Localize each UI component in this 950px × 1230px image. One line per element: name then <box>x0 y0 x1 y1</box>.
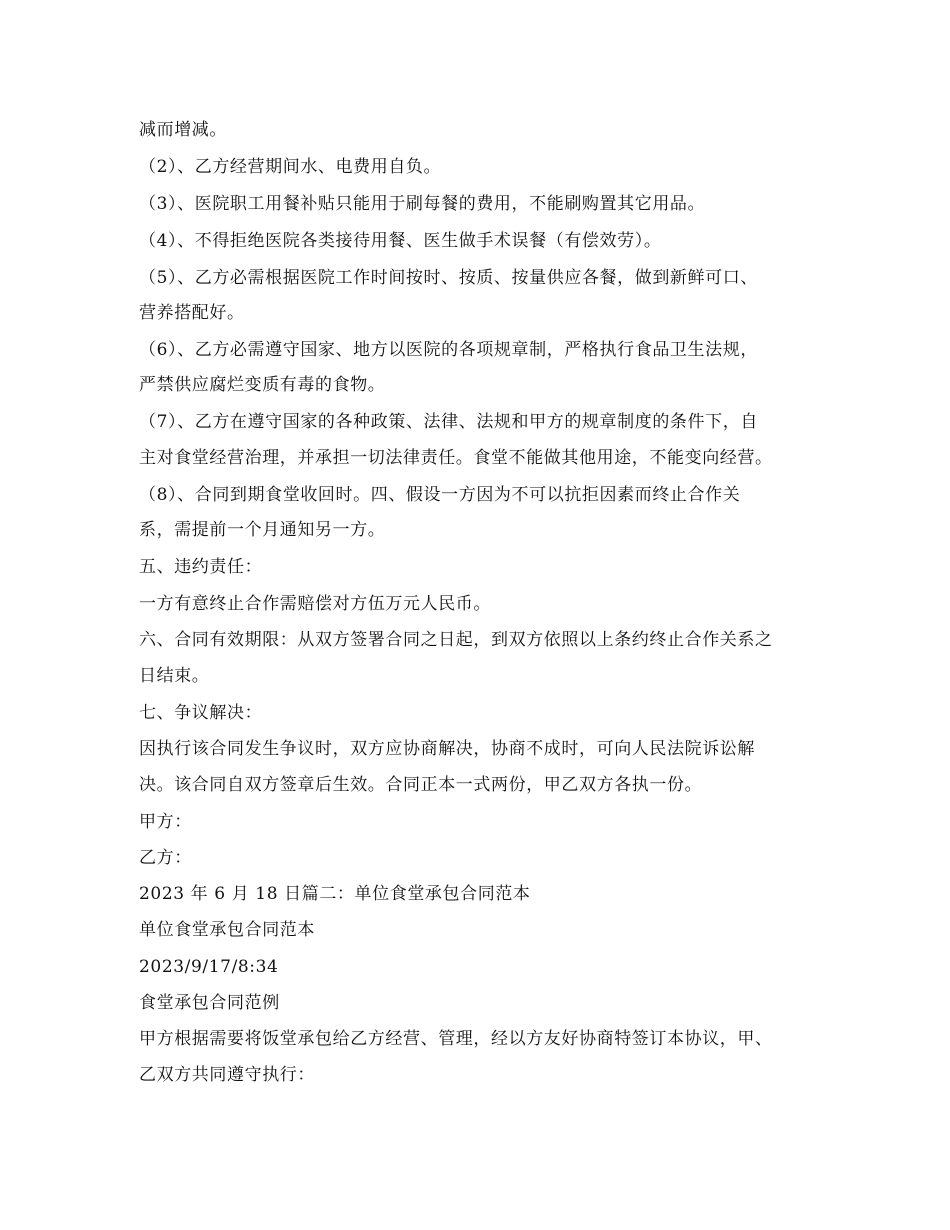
text-line: 严禁供应腐烂变质有毒的食物。 <box>139 375 386 395</box>
text-line: （2）、乙方经营期间水、电费用自负。 <box>139 157 442 177</box>
text-line: 因执行该合同发生争议时，双方应协商解决，协商不成时，可向人民法院诉讼解 <box>139 739 755 759</box>
text-line: 减而增减。 <box>139 120 227 140</box>
text-line: 主对食堂经营治理，并承担一切法律责任。食堂不能做其他用途，不能变向经营。 <box>139 448 773 468</box>
signature-party-b: 乙方： <box>139 848 192 868</box>
text-line: （6）、乙方必需遵守国家、地方以医院的各项规章制，严格执行食品卫生法规， <box>139 340 758 360</box>
date-heading: 2023 年 6 月 18 日篇二：单位食堂承包合同范本 <box>139 884 531 904</box>
text-line: 六、合同有效期限：从双方签署合同之日起，到双方依照以上条约终止合作关系之 <box>139 630 773 650</box>
text-line: 决。该合同自双方签章后生效。合同正本一式两份，甲乙双方各执一份。 <box>139 775 703 795</box>
text-line: 乙双方共同遵守执行： <box>139 1065 315 1085</box>
section-heading: 五、违约责任： <box>139 557 263 577</box>
timestamp: 2023/9/17/8:34 <box>139 957 279 977</box>
section-heading: 七、争议解决： <box>139 703 263 723</box>
text-line: （4）、不得拒绝医院各类接待用餐、医生做手术误餐（有偿效劳）。 <box>139 231 662 251</box>
subtitle: 食堂承包合同范例 <box>139 993 280 1013</box>
text-line: 营养搭配好。 <box>139 303 245 323</box>
text-line: 一方有意终止合作需赔偿对方伍万元人民币。 <box>139 594 491 614</box>
text-line: （5）、乙方必需根据医院工作时间按时、按质、按量供应各餐，做到新鲜可口、 <box>139 268 758 288</box>
text-line: （8）、合同到期食堂收回时。四、假设一方因为不可以抗拒因素而终止合作关 <box>139 485 741 505</box>
document-title: 单位食堂承包合同范本 <box>139 920 315 940</box>
text-line: （7）、乙方在遵守国家的各种政策、法律、法规和甲方的规章制度的条件下，自 <box>139 412 758 432</box>
text-line: 日结束。 <box>139 666 210 686</box>
text-line: （3）、医院职工用餐补贴只能用于刷每餐的费用，不能刷购置其它用品。 <box>139 194 706 214</box>
signature-party-a: 甲方： <box>139 812 192 832</box>
text-line: 系，需提前一个月通知另一方。 <box>139 520 386 540</box>
text-line: 甲方根据需要将饭堂承包给乙方经营、管理，经以方友好协商特签订本协议，甲、 <box>139 1029 773 1049</box>
